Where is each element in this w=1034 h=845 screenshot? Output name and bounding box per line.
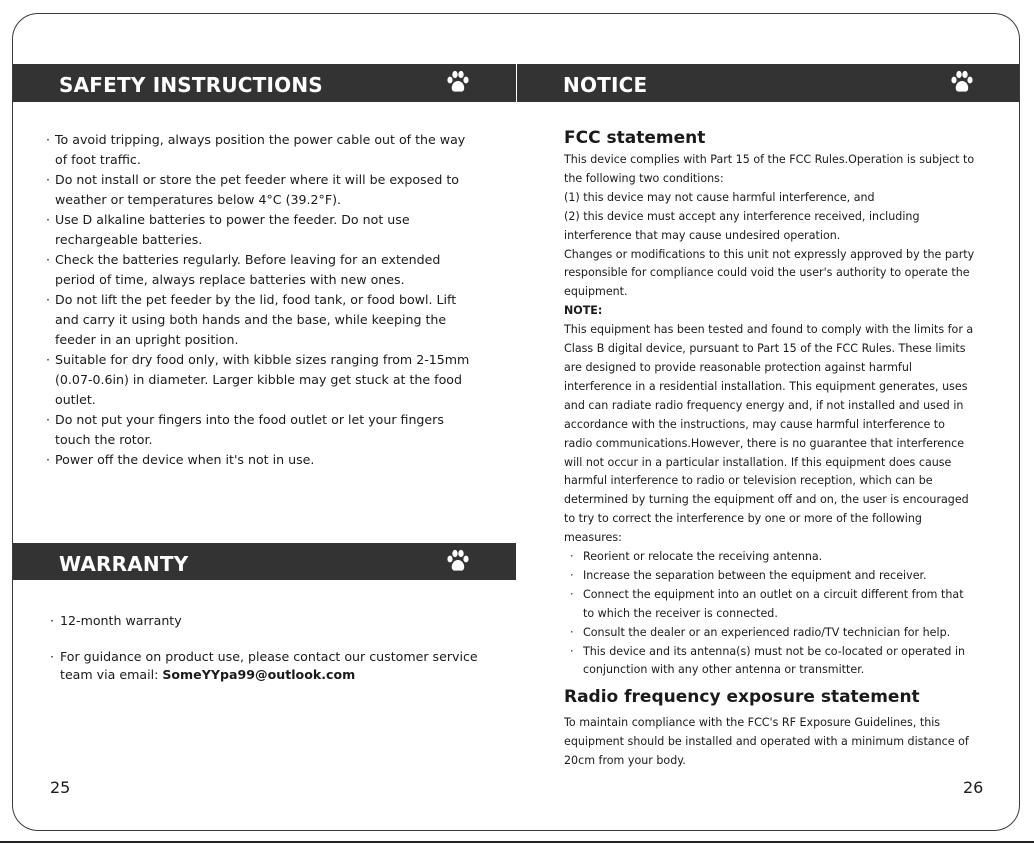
paw-icon (949, 69, 975, 95)
paragraph: (2) this device must accept any interference received, including interference that may cause undesired operation. (564, 209, 920, 242)
list-item: · Do not install or store the pet feeder where it will be exposed to weather or temperatures below 4°C (39.2°F). (46, 172, 459, 207)
list-item: · Connect the equipment into an outlet on a circuit different from that to which the receiver is connected. (570, 587, 964, 620)
safety-instructions-list (46, 130, 476, 470)
list-item: · Suitable for dry food only, with kibble sizes ranging from 2-15mm (0.07-0.6in) in diameter. Larger kibble may get stuck at the food outlet. (46, 352, 470, 407)
paragraph: (1) this device may not cause harmful interference, and (564, 190, 875, 204)
list-item: · Increase the separation between the equipment and receiver. (570, 568, 927, 582)
list-item: · 12-month warranty (50, 613, 182, 628)
list-item: · To avoid tripping, always position the power cable out of the way of foot traffic. (46, 132, 466, 167)
paw-icon (445, 548, 471, 574)
bottom-rule (0, 841, 1034, 843)
fcc-statement-heading: FCC statement (564, 128, 706, 148)
notice-title: NOTICE (563, 73, 648, 97)
list-item: · Reorient or relocate the receiving antenna. (570, 550, 823, 564)
note-paragraph: This equipment has been tested and found to comply with the limits for a Class B digital device, pursuant to Part 15 of the FCC Rules. These limits are designed to provide reasonable protection against harmful interference in a residential installation. This equipment generates, uses and can radiate radio frequency energy and, if not installed and used in accordance with the instructions, may cause harmful interference to radio communications.However, there is no guarantee that interference will not occur in a particular installation. If this equipment does cause harmful interference to radio or television reception, which can be determined by turning the equipment off and on, the user is encouraged to try to correct the interference by one or more of the following measures: (564, 323, 974, 545)
list-item: · Power off the device when it's not in use. (46, 452, 315, 467)
warranty-title: WARRANTY (59, 552, 189, 576)
safety-instructions-title: SAFETY INSTRUCTIONS (59, 73, 323, 97)
rf-exposure-body: To maintain compliance with the FCC's RF Exposure Guidelines, this equipment should be installed and operated with a minimum distance of 20cm from your body. (564, 716, 969, 767)
page-number-right: 26 (963, 778, 984, 797)
rf-exposure-heading: Radio frequency exposure statement (564, 687, 920, 707)
list-item: · Do not lift the pet feeder by the lid, food tank, or food bowl. Lift and carry it using both hands and the base, while keeping the feeder in an upright position. (46, 292, 457, 347)
paragraph: This device complies with Part 15 of the FCC Rules.Operation is subject to the following two conditions: (564, 153, 975, 185)
notice-header (517, 64, 1019, 102)
page-number-left: 25 (50, 778, 71, 797)
fcc-statement-body (564, 151, 976, 680)
list-item: · Do not put your fingers into the food outlet or let your fingers touch the rotor. (46, 412, 444, 447)
paw-icon (445, 69, 471, 95)
warranty-list (50, 612, 480, 684)
list-item: · Use D alkaline batteries to power the feeder. Do not use rechargeable batteries. (46, 212, 410, 247)
list-item: · For guidance on product use, please contact our customer service team via email: SomeYYpa99@outlook.com (50, 649, 478, 682)
note-label: NOTE: (564, 304, 603, 318)
paragraph: Changes or modifications to this unit not expressly approved by the party responsible for compliance could void the user's authority to operate the equipment. (564, 247, 975, 299)
list-item: · This device and its antenna(s) must not be co-located or operated in conjunction with any other antenna or transmitter. (570, 644, 966, 677)
warranty-header (13, 543, 516, 580)
list-item: · Consult the dealer or an experienced radio/TV technician for help. (570, 625, 951, 639)
support-email: SomeYYpa99@outlook.com (162, 667, 356, 682)
list-item: · Check the batteries regularly. Before leaving for an extended period of time, always replace batteries with new ones. (46, 252, 441, 287)
safety-instructions-header (13, 64, 516, 102)
measures-list (564, 548, 976, 680)
